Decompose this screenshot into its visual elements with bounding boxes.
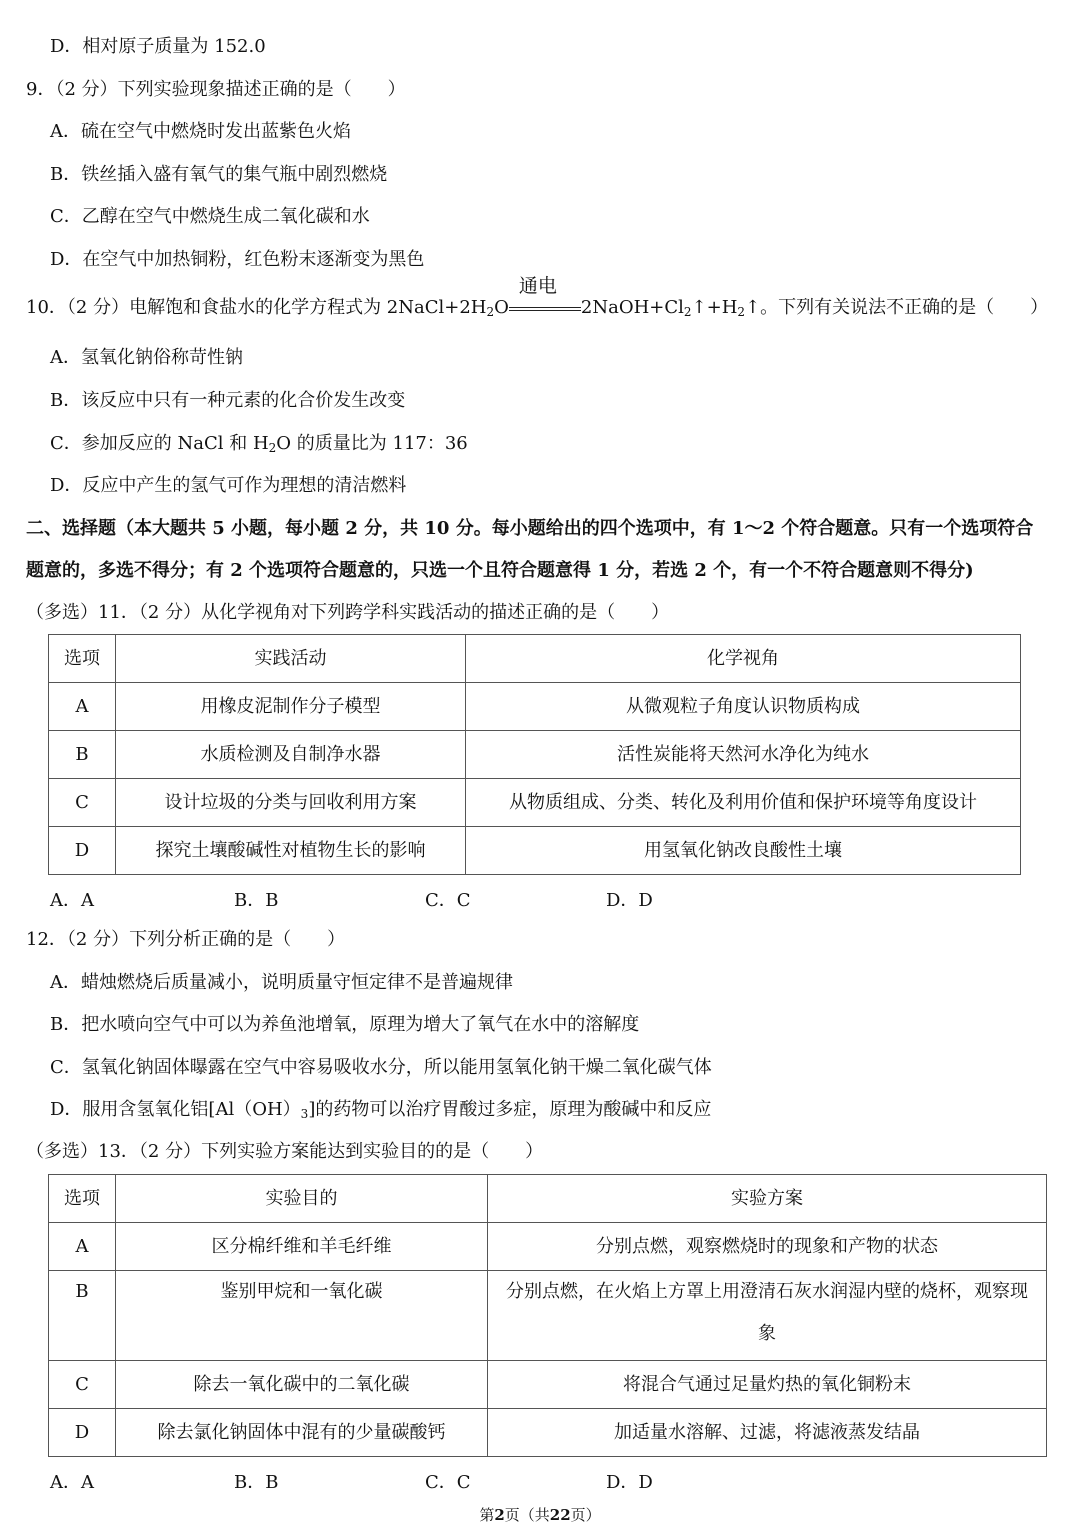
table-cell: 用氢氧化钠改良酸性土壤 — [466, 827, 1021, 875]
table-cell: 从物质组成、分类、转化及利用价值和保护环境等角度设计 — [466, 779, 1021, 827]
table-cell: 加适量水溶解、过滤，将滤液蒸发结晶 — [488, 1409, 1047, 1457]
q9-option-c: C．乙醇在空气中燃烧生成二氧化碳和水 — [50, 206, 370, 227]
q9-stem: 9．（2 分）下列实验现象描述正确的是（ ） — [26, 79, 406, 100]
q12-option-b: B．把水喷向空气中可以为养鱼池增氧，原理为增大了氧气在水中的溶解度 — [50, 1014, 640, 1035]
table-row — [49, 1409, 1047, 1457]
subscript: 2 — [268, 441, 277, 455]
table-cell: 分别点燃，观察燃烧时的现象和产物的状态 — [488, 1223, 1047, 1271]
table-cell — [488, 1271, 1047, 1361]
q12-option-a: A．蜡烛燃烧后质量减小，说明质量守恒定律不是普遍规律 — [50, 972, 513, 993]
section-2-header-line2: 题意的，多选不得分；有 2 个选项符合题意的，只选一个且符合题意得 1 分，若选 2 个，有一个不符合题意则不得分) — [26, 560, 974, 581]
table-cell: 水质检测及自制净水器 — [116, 731, 466, 779]
page-footer — [0, 1504, 1080, 1525]
q13-stem: （多选）13．（2 分）下列实验方案能达到实验目的的是（ ） — [26, 1141, 544, 1162]
table-cell: B — [49, 1271, 116, 1361]
table-cell: 活性炭能将天然河水净化为纯水 — [466, 731, 1021, 779]
table-row — [49, 827, 1021, 875]
reaction-condition-arrow — [509, 275, 581, 320]
choice-a: A．A — [50, 890, 94, 911]
footer-pre: 第 — [479, 1506, 495, 1524]
table-cell: 区分棉纤维和羊毛纤维 — [116, 1223, 488, 1271]
table-cell: 将混合气通过足量灼热的氧化铜粉末 — [488, 1361, 1047, 1409]
choice-c: C．C — [425, 1472, 471, 1493]
table-header-cell: 实践活动 — [116, 635, 466, 683]
q11-table — [48, 634, 1021, 875]
table-cell: 设计垃圾的分类与回收利用方案 — [116, 779, 466, 827]
q10-option-a: A．氢氧化钠俗称苛性钠 — [50, 347, 243, 368]
choice-d: D．D — [606, 890, 653, 911]
q10-stem — [26, 275, 1049, 320]
table-cell: 除去一氧化碳中的二氧化碳 — [116, 1361, 488, 1409]
choice-c: C．C — [425, 890, 471, 911]
choice-b: B．B — [234, 890, 279, 911]
q11-stem: （多选）11．（2 分）从化学视角对下列跨学科实践活动的描述正确的是（ ） — [26, 602, 670, 623]
q8-option-d: D．相对原子质量为 152.0 — [50, 36, 266, 57]
table-row — [49, 1361, 1047, 1409]
equals-bar-top — [509, 307, 581, 308]
q12-stem: 12．（2 分）下列分析正确的是（ ） — [26, 929, 346, 950]
choice-d: D．D — [606, 1472, 653, 1493]
table-cell: B — [49, 731, 116, 779]
table-cell: 从微观粒子角度认识物质构成 — [466, 683, 1021, 731]
q9-option-b: B．铁丝插入盛有氧气的集气瓶中剧烈燃烧 — [50, 164, 388, 185]
table-cell: 除去氯化钠固体中混有的少量碳酸钙 — [116, 1409, 488, 1457]
table-header-cell: 选项 — [49, 635, 116, 683]
q12-option-c: C．氢氧化钠固体曝露在空气中容易吸收水分，所以能用氢氧化钠干燥二氧化碳气体 — [50, 1057, 712, 1078]
q12-option-d-pre: D．服用含氢氧化铝[Al（OH） — [50, 1099, 301, 1120]
table-cell: 探究土壤酸碱性对植物生长的影响 — [116, 827, 466, 875]
subscript: 2 — [737, 305, 746, 319]
table-header-cell: 实验目的 — [116, 1175, 488, 1223]
table-row — [49, 683, 1021, 731]
subscript: 2 — [486, 305, 495, 319]
q10-option-c-pre: C．参加反应的 NaCl 和 H — [50, 433, 269, 454]
table-cell: 鉴别甲烷和一氧化碳 — [116, 1271, 488, 1361]
table-cell-line: 象 — [758, 1323, 776, 1344]
reaction-condition: 通电 — [518, 275, 557, 297]
table-cell: 用橡皮泥制作分子模型 — [116, 683, 466, 731]
q10-stem-mid1: O — [494, 297, 509, 318]
table-cell: C — [49, 1361, 116, 1409]
q12-option-d-post: ]的药物可以治疗胃酸过多症，原理为酸碱中和反应 — [308, 1099, 712, 1120]
table-header-cell: 选项 — [49, 1175, 116, 1223]
q10-option-c-post: O 的质量比为 117：36 — [276, 433, 468, 454]
q10-stem-mid2: 2NaOH+Cl — [580, 297, 684, 318]
q9-option-d: D．在空气中加热铜粉，红色粉末逐渐变为黑色 — [50, 249, 425, 270]
q12-option-d — [50, 1098, 711, 1122]
footer-mid: 页（共 — [504, 1506, 550, 1524]
subscript: 3 — [300, 1107, 309, 1121]
table-cell: D — [49, 1409, 116, 1457]
q13-table — [48, 1174, 1047, 1457]
table-cell: D — [49, 827, 116, 875]
equals-bar-bottom — [509, 310, 581, 311]
q10-stem-post: ↑。下列有关说法不正确的是（ ） — [745, 297, 1049, 318]
footer-post: 页） — [570, 1506, 601, 1524]
table-header-row — [49, 635, 1021, 683]
table-cell-line: 分别点燃，在火焰上方罩上用澄清石灰水润湿内壁的烧杯，观察现 — [506, 1281, 1028, 1302]
table-header-cell: 化学视角 — [466, 635, 1021, 683]
section-2-header-line1: 二、选择题（本大题共 5 小题，每小题 2 分，共 10 分。每小题给出的四个选项中，有 1～2 个符合题意。只有一个选项符合 — [26, 518, 1034, 539]
table-row — [49, 1223, 1047, 1271]
table-cell: A — [49, 683, 116, 731]
q10-stem-pre: 10．（2 分）电解饱和食盐水的化学方程式为 2NaCl+2H — [26, 297, 487, 318]
table-cell: A — [49, 1223, 116, 1271]
page-number: 2 — [494, 1506, 505, 1524]
table-row — [49, 779, 1021, 827]
table-row — [49, 731, 1021, 779]
q10-option-c — [50, 432, 468, 456]
choice-b: B．B — [234, 1472, 279, 1493]
table-header-row — [49, 1175, 1047, 1223]
q10-stem-mid3: ↑+H — [691, 297, 738, 318]
table-cell: C — [49, 779, 116, 827]
q10-option-b: B．该反应中只有一种元素的化合价发生改变 — [50, 390, 406, 411]
q9-option-a: A．硫在空气中燃烧时发出蓝紫色火焰 — [50, 121, 351, 142]
table-header-cell: 实验方案 — [488, 1175, 1047, 1223]
table-row — [49, 1271, 1047, 1361]
total-pages: 22 — [549, 1506, 571, 1524]
subscript: 2 — [683, 305, 692, 319]
q10-option-d: D．反应中产生的氢气可作为理想的清洁燃料 — [50, 475, 407, 496]
choice-a: A．A — [50, 1472, 94, 1493]
